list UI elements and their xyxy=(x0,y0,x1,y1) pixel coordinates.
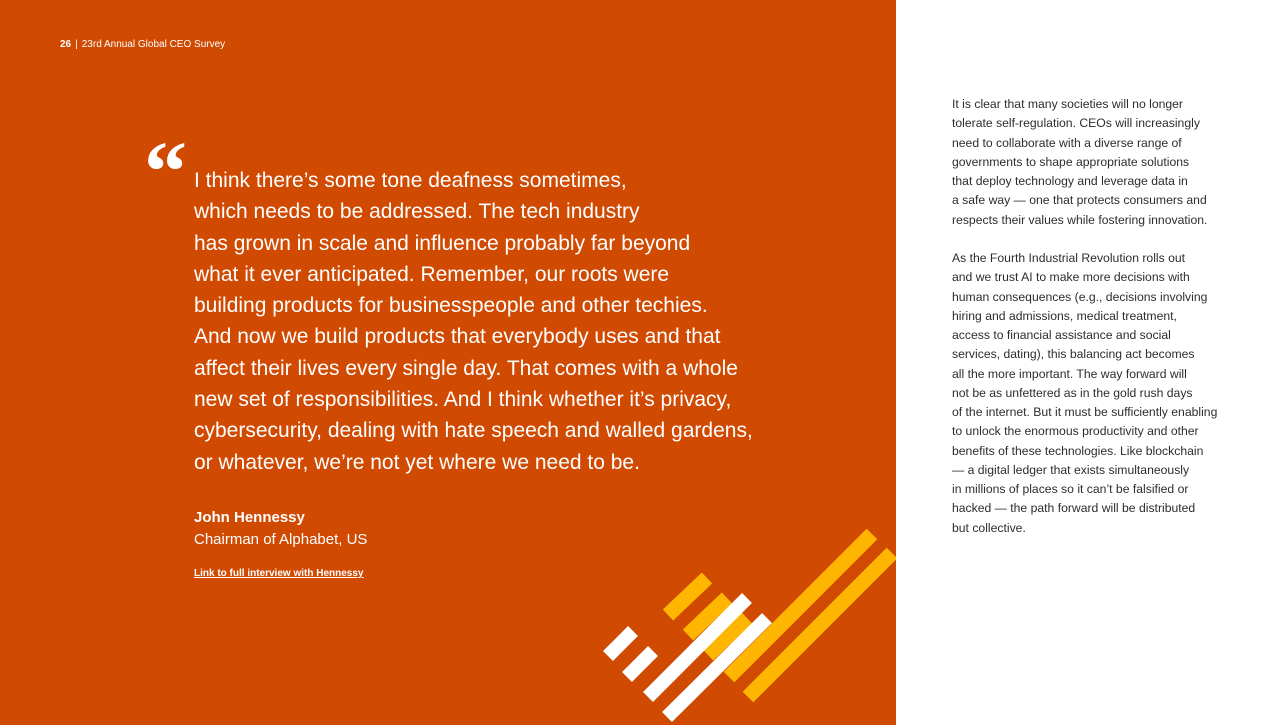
pull-quote: I think there’s some tone deafness sometimes, which needs to be addressed. The tech industry has grown in scale and influence probably far beyond what it ever anticipated. Remember, our roots were building products for businesspeople and other techies. And now we build products that everybody uses and that affect their lives every single day. That comes with a whole new set of responsibilities. And I think whether it’s privacy, cybersecurity, dealing with hate speech and walled gardens, or whatever, we’re not yet where we need to be. xyxy=(194,169,753,474)
stripe-white xyxy=(608,631,633,656)
stripe-yellow xyxy=(668,578,707,615)
page-number: 26 xyxy=(60,39,72,50)
header-separator: | xyxy=(75,39,78,50)
stripe-white xyxy=(627,651,653,677)
publication-title: 23rd Annual Global CEO Survey xyxy=(81,39,226,50)
full-interview-link[interactable]: Link to full interview with Hennessy xyxy=(194,568,364,579)
quote-mark-icon: “ xyxy=(144,123,187,219)
quote-author-name: John Hennessy xyxy=(194,509,305,526)
stripe-yellow xyxy=(729,534,872,677)
body-text-column xyxy=(952,95,1252,557)
body-paragraph: It is clear that many societies will no longer tolerate self-regulation. CEOs will increasingly need to collaborate with a diverse range of governments to shape appropriate solutions that deploy technology and leverage data in a safe way — one that protects consumers and respects their values while fostering innovation. xyxy=(952,97,1208,227)
quote-author-title: Chairman of Alphabet, US xyxy=(194,531,368,548)
body-paragraph: As the Fourth Industrial Revolution rolls out and we trust AI to make more decisions with human consequences (e.g., decisions involving hiring and admissions, medical treatment, access to financial assistance and social services, dating), this balancing act becomes all the more important. The way forward will not be as unfettered as in the gold rush days of the internet. But it must be sufficiently enabling to unlock the enormous productivity and other benefits of these technologies. Like blockchain — a digital ledger that exists simultaneously in millions of places so it can’t be falsified or hacked — the path forward will be distributed but collective. xyxy=(952,251,1218,535)
